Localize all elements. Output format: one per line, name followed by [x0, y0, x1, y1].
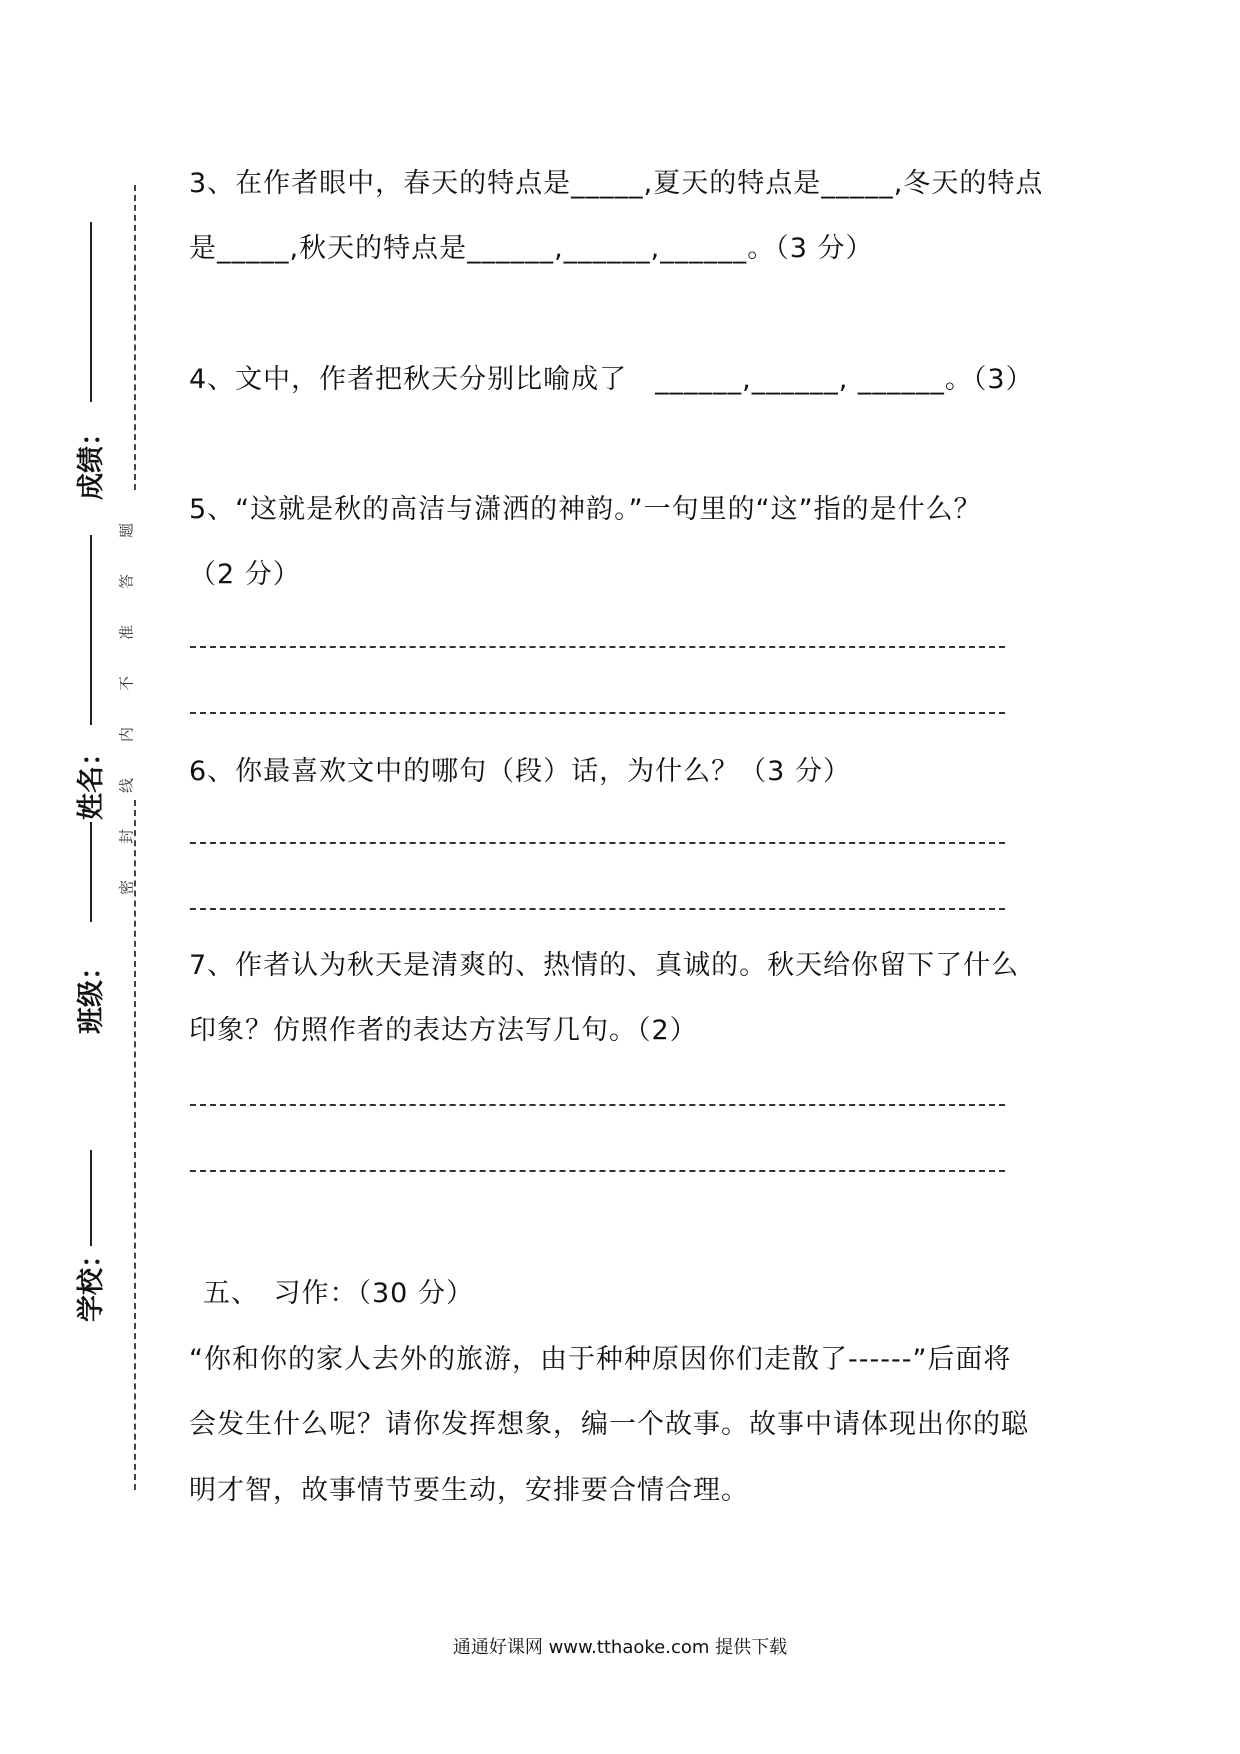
answer-line[interactable]	[190, 646, 1005, 648]
seal-char: 密	[117, 880, 136, 896]
seal-char: 封	[117, 829, 136, 845]
school-underline	[90, 1150, 92, 1246]
seal-char: 内	[117, 727, 136, 743]
school-label: 学校：	[76, 1241, 107, 1322]
composition-prompt-line-1: “你和你的家人去外的旅游，由于种种原因你们走散了------”后面将	[189, 1344, 1012, 1375]
score-underline	[90, 222, 92, 402]
answer-line[interactable]	[190, 842, 1005, 844]
binding-dashed-line-lower	[134, 800, 136, 1490]
name-label: 姓名：	[76, 739, 107, 820]
question-4: 4、文中，作者把秋天分别比喻成了 ______,______, ______。（3）	[189, 364, 1034, 395]
answer-line[interactable]	[190, 712, 1005, 714]
seal-char: 不	[117, 676, 136, 692]
question-7-line-1: 7、作者认为秋天是清爽的、热情的、真诚的。秋天给你留下了什么	[189, 950, 1020, 981]
composition-prompt-line-2: 会发生什么呢？请你发挥想象，编一个故事。故事中请体现出你的聪	[189, 1409, 1029, 1440]
answer-line[interactable]	[190, 1104, 1005, 1106]
binding-dashed-line-upper	[134, 185, 136, 490]
seal-char: 题	[117, 523, 136, 539]
question-3-line-2: 是_____,秋天的特点是______,______,______。（3 分）	[189, 233, 874, 264]
question-5-line-2: （2 分）	[189, 559, 301, 590]
question-7-line-2: 印象？仿照作者的表达方法写几句。（2）	[189, 1015, 698, 1046]
question-6: 6、你最喜欢文中的哪句（段）话，为什么？（3 分）	[189, 756, 851, 787]
score-label: 成绩：	[76, 419, 107, 500]
question-5-line-1: 5、“这就是秋的高洁与潇洒的神韵。”一句里的“这”指的是什么？	[189, 494, 982, 525]
name-underline	[90, 535, 92, 725]
seal-line-notice	[115, 520, 137, 898]
class-label: 班级：	[76, 953, 107, 1034]
seal-char: 准	[117, 625, 136, 641]
composition-prompt-line-3: 明才智，故事情节要生动，安排要合情合理。	[189, 1475, 749, 1506]
answer-line[interactable]	[190, 908, 1005, 910]
question-3-line-1: 3、在作者眼中，春天的特点是_____,夏天的特点是_____,冬天的特点	[189, 168, 1044, 199]
answer-line[interactable]	[190, 1170, 1005, 1172]
composition-heading: 五、 习作：（30 分）	[203, 1278, 474, 1309]
class-underline	[90, 822, 92, 922]
seal-char: 线	[117, 778, 136, 794]
footer-credit: 通通好课网 www.tthaoke.com 提供下载	[452, 1637, 788, 1658]
seal-char: 答	[117, 574, 136, 590]
